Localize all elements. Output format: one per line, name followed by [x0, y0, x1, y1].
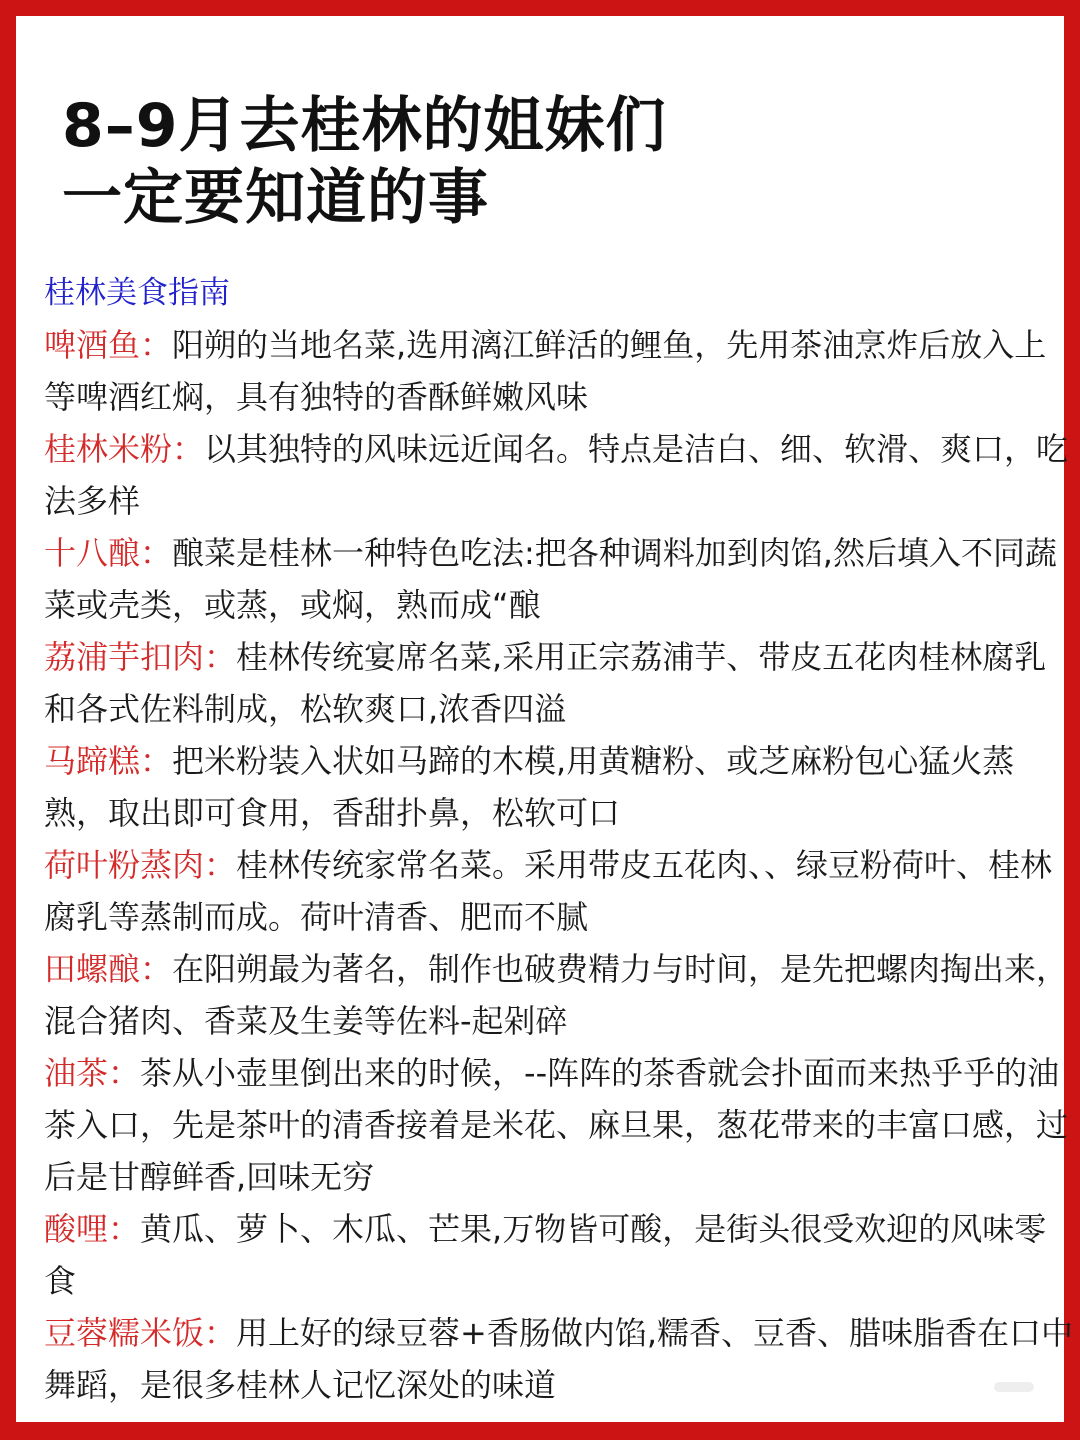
food-item-description: 桂林传统家常名菜。采用带皮五花肉、、绿豆粉荷叶、桂林腐乳等蒸制而成。荷叶清香、肥而不腻	[44, 846, 1053, 936]
title-line-1: 8–9月去桂林的姐妹们	[62, 91, 667, 161]
food-item-name: 酸哩：	[44, 1210, 141, 1248]
section-subtitle: 桂林美食指南	[44, 275, 230, 311]
food-item-name: 马蹄糕：	[44, 742, 173, 780]
food-item-description: 酿菜是桂林一种特色吃法:把各种调料加到肉馅,然后填入不同蔬菜或壳类，或蒸，或焖，熟而成“酿	[44, 534, 1057, 624]
food-item-name: 荔浦芋扣肉：	[44, 638, 237, 676]
food-item-description: 阳朔的当地名菜,选用漓江鲜活的鲤鱼，先用茶油烹炸后放入上等啤酒红焖，具有独特的香酥鲜嫩风味	[44, 326, 1047, 416]
food-item	[44, 943, 1074, 1047]
food-item-name: 豆蓉糯米饭：	[44, 1314, 237, 1352]
page-title	[62, 90, 667, 234]
food-item-name: 田螺酿：	[44, 950, 173, 988]
food-guide	[44, 267, 1074, 1411]
food-item-name: 桂林米粉：	[44, 430, 205, 468]
food-item	[44, 631, 1074, 735]
food-item-description: 把米粉装入状如马蹄的木模,用黄糖粉、或芝麻粉包心猛火蒸熟，取出即可食用，香甜扑鼻，松软可口	[44, 742, 1015, 832]
food-item-description: 用上好的绿豆蓉+香肠做内馅,糯香、豆香、腊味脂香在口中舞蹈，是很多桂林人记忆深处的味道	[44, 1314, 1074, 1404]
food-item	[44, 1047, 1074, 1203]
food-item-description: 以其独特的风味远近闻名。特点是洁白、细、软滑、爽口，吃法多样	[44, 430, 1069, 520]
food-item	[44, 319, 1074, 423]
food-item	[44, 423, 1074, 527]
food-item-description: 在阳朔最为著名，制作也破费精力与时间，是先把螺肉掏出来，混合猪肉、香菜及生姜等佐料-起剁碎	[44, 950, 1069, 1040]
food-item	[44, 839, 1074, 943]
food-item-description: 桂林传统宴席名菜,采用正宗荔浦芋、带皮五花肉桂林腐乳和各式佐料制成，松软爽口,浓香四溢	[44, 638, 1047, 728]
food-item	[44, 1307, 1074, 1411]
food-item	[44, 1203, 1074, 1307]
food-item-name: 荷叶粉蒸肉：	[44, 846, 237, 884]
food-item-name: 油茶：	[44, 1054, 141, 1092]
food-item-name: 啤酒鱼：	[44, 326, 173, 364]
food-item-name: 十八酿：	[44, 534, 173, 572]
food-item-description: 茶从小壶里倒出来的时候，--阵阵的茶香就会扑面而来热乎乎的油茶入口，先是茶叶的清香接着是米花、麻旦果，葱花带来的丰富口感，过后是甘醇鲜香,回味无穷	[44, 1054, 1069, 1196]
title-line-2: 一定要知道的事	[62, 163, 489, 233]
food-item-description: 黄瓜、萝卜、木瓜、芒果,万物皆可酸，是街头很受欢迎的风味零食	[44, 1210, 1047, 1300]
food-item	[44, 527, 1074, 631]
watermark-mark	[994, 1382, 1034, 1392]
food-item	[44, 735, 1074, 839]
